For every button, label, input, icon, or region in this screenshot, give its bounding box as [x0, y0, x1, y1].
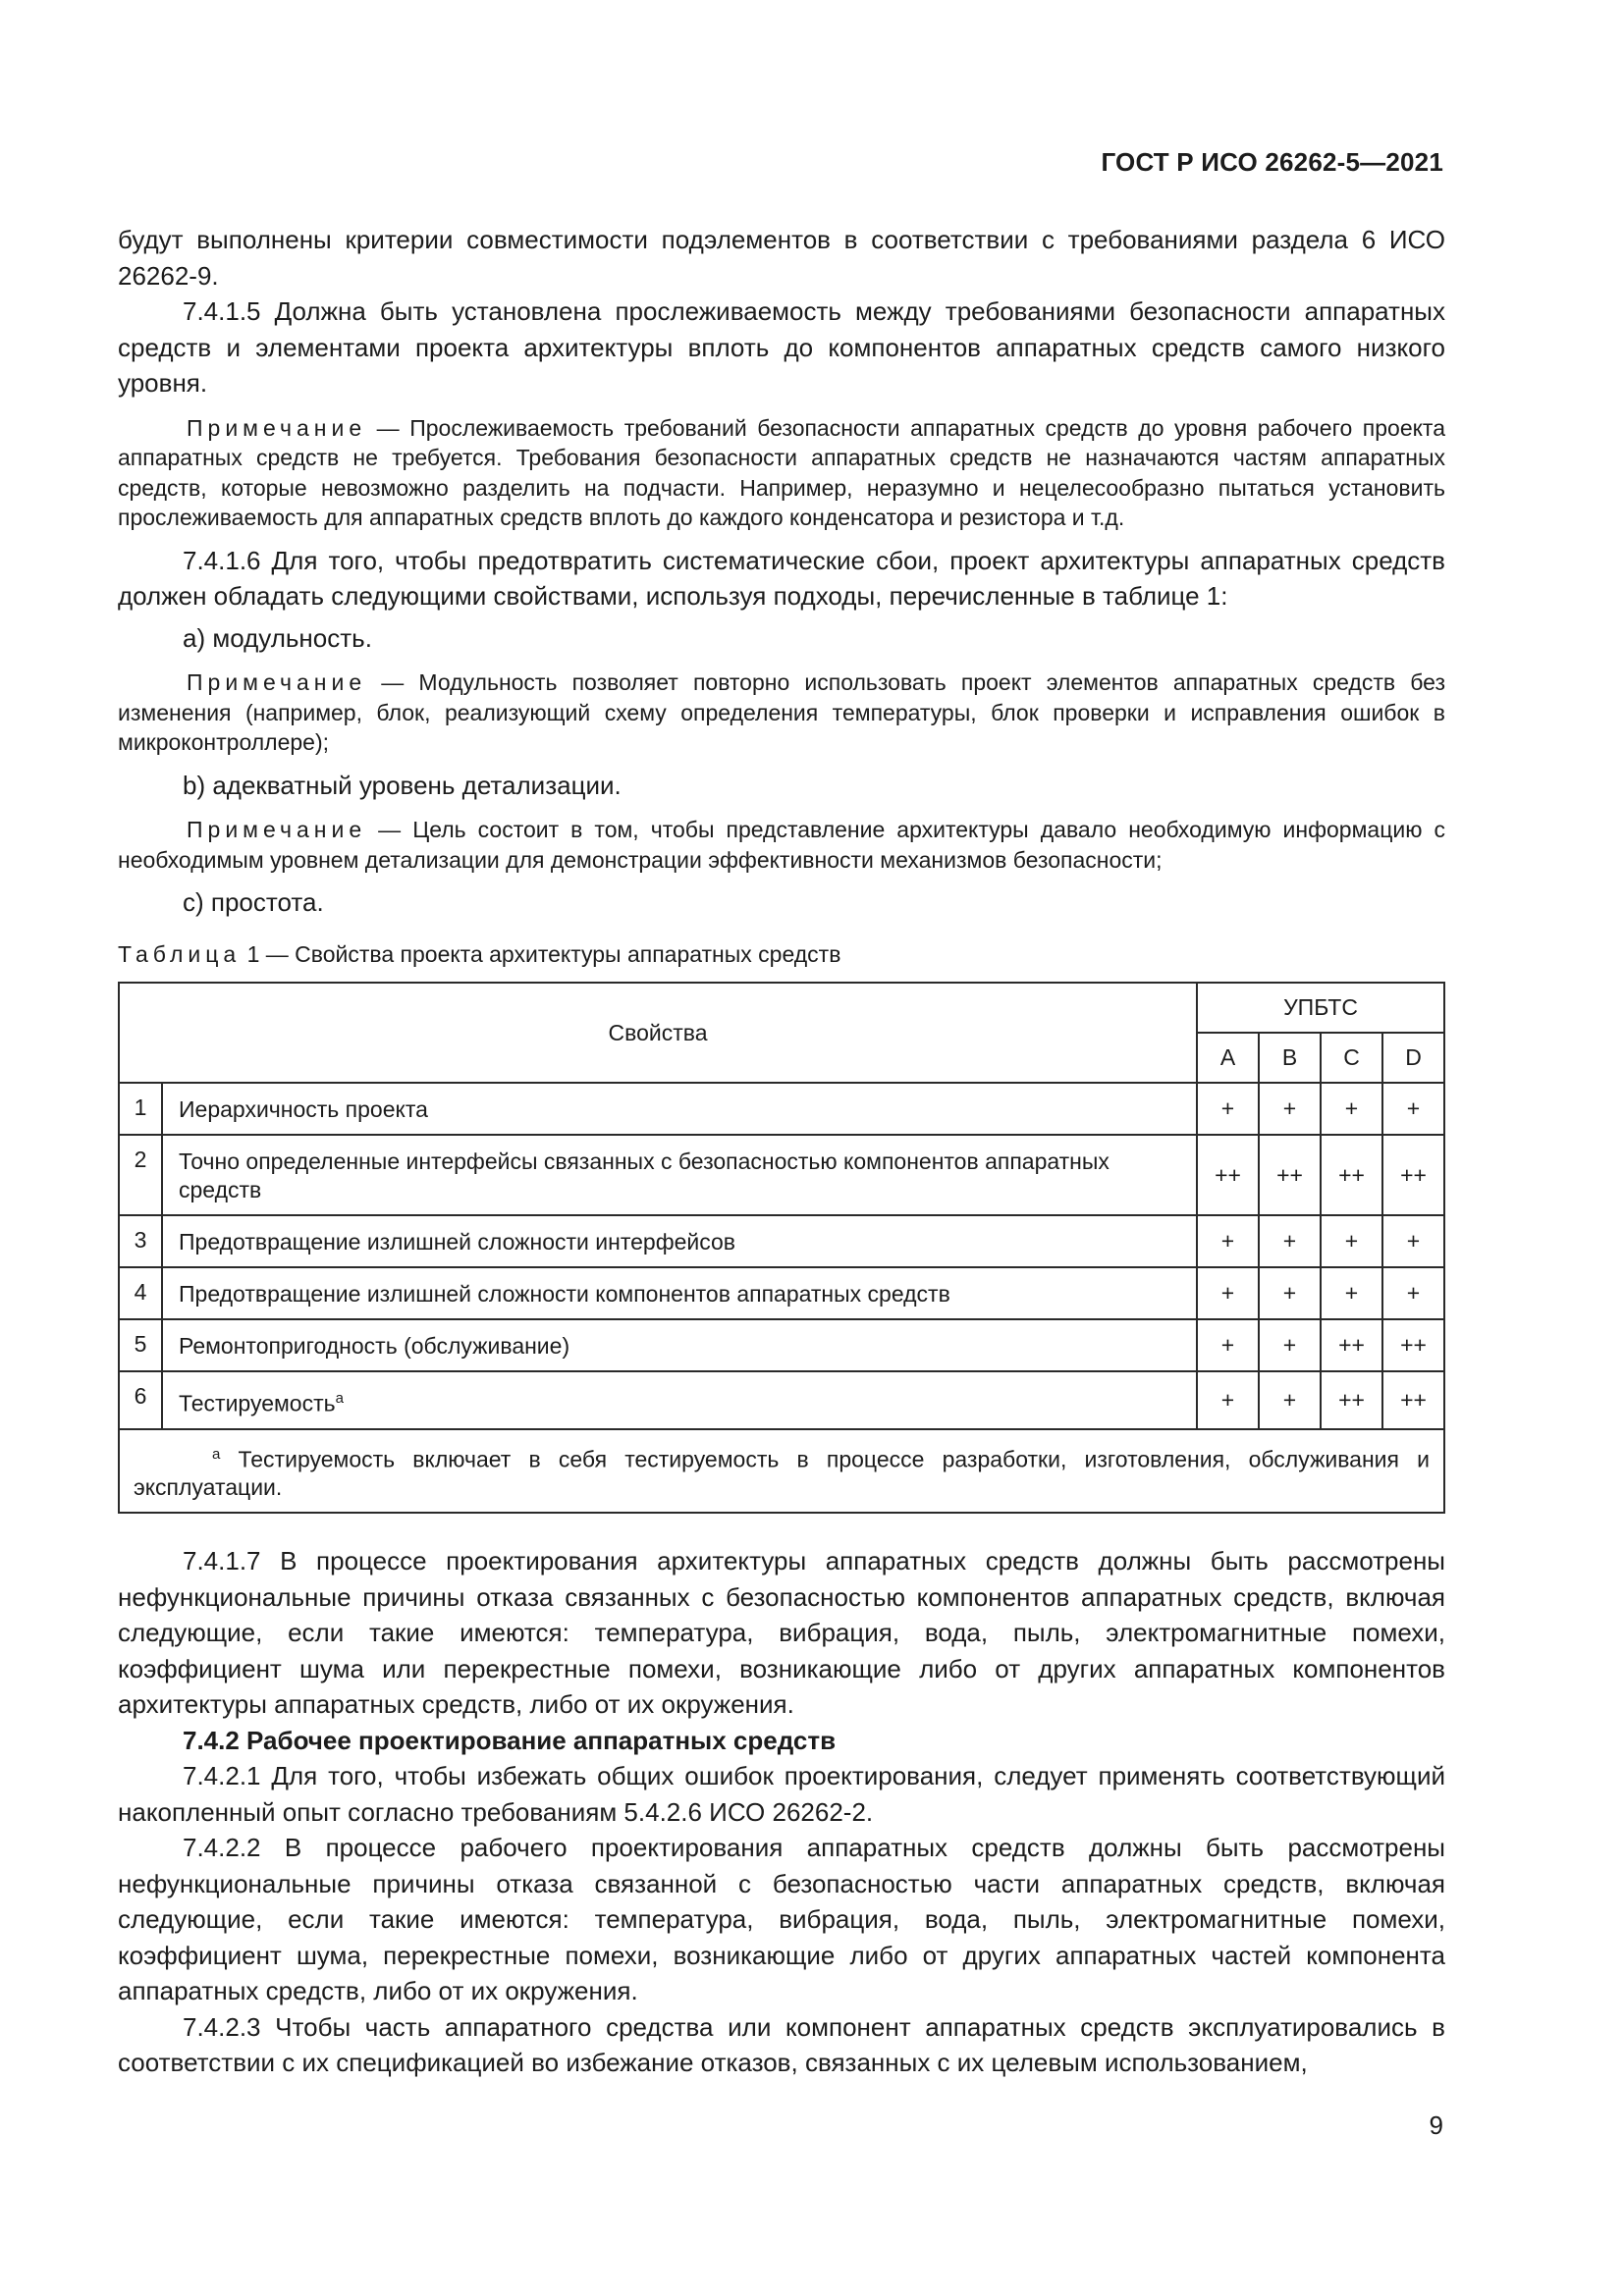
row-mark: +	[1197, 1083, 1259, 1135]
header-col-b: B	[1259, 1033, 1321, 1083]
row-number: 2	[119, 1135, 162, 1215]
row-mark: ++	[1259, 1135, 1321, 1215]
row-mark: +	[1382, 1215, 1444, 1267]
table-footnote	[119, 1429, 1444, 1514]
row-mark: +	[1321, 1083, 1382, 1135]
header-col-d: D	[1382, 1033, 1444, 1083]
table-row	[119, 1319, 1444, 1371]
row-mark: +	[1321, 1215, 1382, 1267]
row-description	[162, 1371, 1197, 1429]
row-mark: +	[1259, 1319, 1321, 1371]
row-mark: +	[1382, 1267, 1444, 1319]
row-mark: ++	[1382, 1135, 1444, 1215]
row-number: 1	[119, 1083, 162, 1135]
footnote-body: Тестируемость включает в себя тестируемость в процессе разработки, изготовления, обслуживания и эксплуатации.	[134, 1446, 1430, 1501]
row-number: 4	[119, 1267, 162, 1319]
row-mark: +	[1321, 1267, 1382, 1319]
row-mark: +	[1197, 1319, 1259, 1371]
row-description-text: Тестируемость	[179, 1390, 336, 1416]
footnote-ref: a	[335, 1390, 344, 1407]
paragraph-7-4-1-6: 7.4.1.6 Для того, чтобы предотвратить систематические сбои, проект архитектуры аппаратных средств должен обладать следующими свойствами, используя подходы, перечисленные в таблице 1:	[118, 545, 1445, 611]
table-caption-label: Таблица	[118, 940, 242, 967]
list-item-c: c) простота.	[183, 887, 324, 917]
row-mark: ++	[1197, 1135, 1259, 1215]
row-description: Ремонтопригодность (обслуживание)	[162, 1319, 1197, 1371]
row-mark: +	[1197, 1215, 1259, 1267]
header-col-a: A	[1197, 1033, 1259, 1083]
table-row	[119, 1267, 1444, 1319]
row-mark: +	[1259, 1083, 1321, 1135]
page-body	[118, 222, 1445, 2081]
paragraph-7-4-2-2: 7.4.2.2 В процессе рабочего проектирования аппаратных средств должны быть рассмотрены нефункциональные причины отказа связанной с безопасностью части аппаратных средств, включая следующие, если такие имеются: температура, вибрация, вода, пыль, электромагнитные помехи, коэффициент шума, перекрестные помехи, возникающие либо от других аппаратных частей компонента аппаратных средств, либо от их окружения.	[118, 1833, 1445, 2006]
table-row	[119, 1215, 1444, 1267]
paragraph-7-4-2-1: 7.4.2.1 Для того, чтобы избежать общих ошибок проектирования, следует применять соответствующий накопленный опыт согласно требованиям 5.4.2.6 ИСО 26262-2.	[118, 1761, 1445, 1827]
row-mark: ++	[1382, 1371, 1444, 1429]
note-modularity	[118, 667, 1445, 758]
note-label: Примечание	[187, 414, 367, 441]
table-row	[119, 1371, 1444, 1429]
footnote-mark: a	[212, 1445, 221, 1463]
paragraph-7-4-1-5: 7.4.1.5 Должна быть установлена прослеживаемость между требованиями безопасности аппаратных средств и элементами проекта архитектуры вплоть до компонентов аппаратных средств самого низкого уровня.	[118, 296, 1445, 398]
paragraph-7-4-1-7: 7.4.1.7 В процессе проектирования архитектуры аппаратных средств должны быть рассмотрены нефункциональные причины отказа связанных с безопасностью компонентов аппаратных средств, включая следующие, если такие имеются: температура, вибрация, вода, пыль, электромагнитные помехи, коэффициент шума или перекрестные помехи, возникающие либо от других аппаратных компонентов архитектуры аппаратных средств, либо от их окружения.	[118, 1546, 1445, 1720]
note-text: — Цель состоит в том, чтобы представление архитектуры давало необходимую информацию с необходимым уровнем детализации для демонстрации эффективности механизмов безопасности;	[118, 817, 1445, 873]
note-text: — Прослеживаемость требований безопасности аппаратных средств до уровня рабочего проекта аппаратных средств не требуется. Требования безопасности аппаратных средств не назначаются частям аппаратных средств, которые невозможно разделить на подчасти. Например, неразумно и нецелесообразно пытаться установить прослеживаемость для аппаратных средств вплоть до каждого конденсатора и резистора и т.д.	[118, 414, 1445, 530]
table-caption	[118, 936, 1445, 973]
note-label: Примечание	[187, 669, 367, 695]
row-mark: ++	[1321, 1371, 1382, 1429]
paragraph-7-4-2-3: 7.4.2.3 Чтобы часть аппаратного средства или компонент аппаратных средств эксплуатировались в соответствии с их спецификацией во избежание отказов, связанных с их целевым использованием,	[118, 2011, 1445, 2078]
header-properties: Свойства	[119, 983, 1197, 1083]
table-row	[119, 1083, 1444, 1135]
page-number: 9	[1429, 2110, 1443, 2140]
list-item-b: b) адекватный уровень детализации.	[183, 770, 622, 800]
row-mark: +	[1259, 1215, 1321, 1267]
header-col-c: C	[1321, 1033, 1382, 1083]
note-text: — Модульность позволяет повторно использовать проект элементов аппаратных средств без изменения (например, блок, реализующий схему определения температуры, блок проверки и исправления ошибок в микроконтроллере);	[118, 669, 1445, 755]
row-mark: +	[1197, 1267, 1259, 1319]
table-caption-text: 1 — Свойства проекта архитектуры аппаратных средств	[241, 940, 841, 967]
row-mark: +	[1259, 1267, 1321, 1319]
note-traceability	[118, 413, 1445, 533]
footnote-text	[134, 1440, 1430, 1503]
header-asil-group: УПБТС	[1197, 983, 1444, 1033]
properties-table	[118, 982, 1445, 1514]
row-description: Предотвращение излишней сложности интерфейсов	[162, 1215, 1197, 1267]
row-mark: +	[1382, 1083, 1444, 1135]
row-description: Точно определенные интерфейсы связанных с безопасностью компонентов аппаратных средств	[162, 1135, 1197, 1215]
document-designation: ГОСТ Р ИСО 26262-5—2021	[1101, 147, 1443, 177]
table-row	[119, 1135, 1444, 1215]
row-number: 6	[119, 1371, 162, 1429]
note-label: Примечание	[187, 817, 367, 842]
row-mark: +	[1259, 1371, 1321, 1429]
row-mark: ++	[1321, 1135, 1382, 1215]
row-mark: +	[1197, 1371, 1259, 1429]
row-description: Иерархичность проекта	[162, 1083, 1197, 1135]
row-number: 3	[119, 1215, 162, 1267]
list-item-a: a) модульность.	[183, 622, 372, 653]
section-heading-7-4-2: 7.4.2 Рабочее проектирование аппаратных средств	[183, 1725, 837, 1755]
row-number: 5	[119, 1319, 162, 1371]
row-mark: ++	[1382, 1319, 1444, 1371]
row-description: Предотвращение излишней сложности компонентов аппаратных средств	[162, 1267, 1197, 1319]
paragraph-continuation: будут выполнены критерии совместимости подэлементов в соответствии с требованиями раздела 6 ИСО 26262-9.	[118, 225, 1445, 291]
table-footnote-row	[119, 1429, 1444, 1514]
table-header-row	[119, 983, 1444, 1033]
row-mark: ++	[1321, 1319, 1382, 1371]
note-detail	[118, 815, 1445, 875]
